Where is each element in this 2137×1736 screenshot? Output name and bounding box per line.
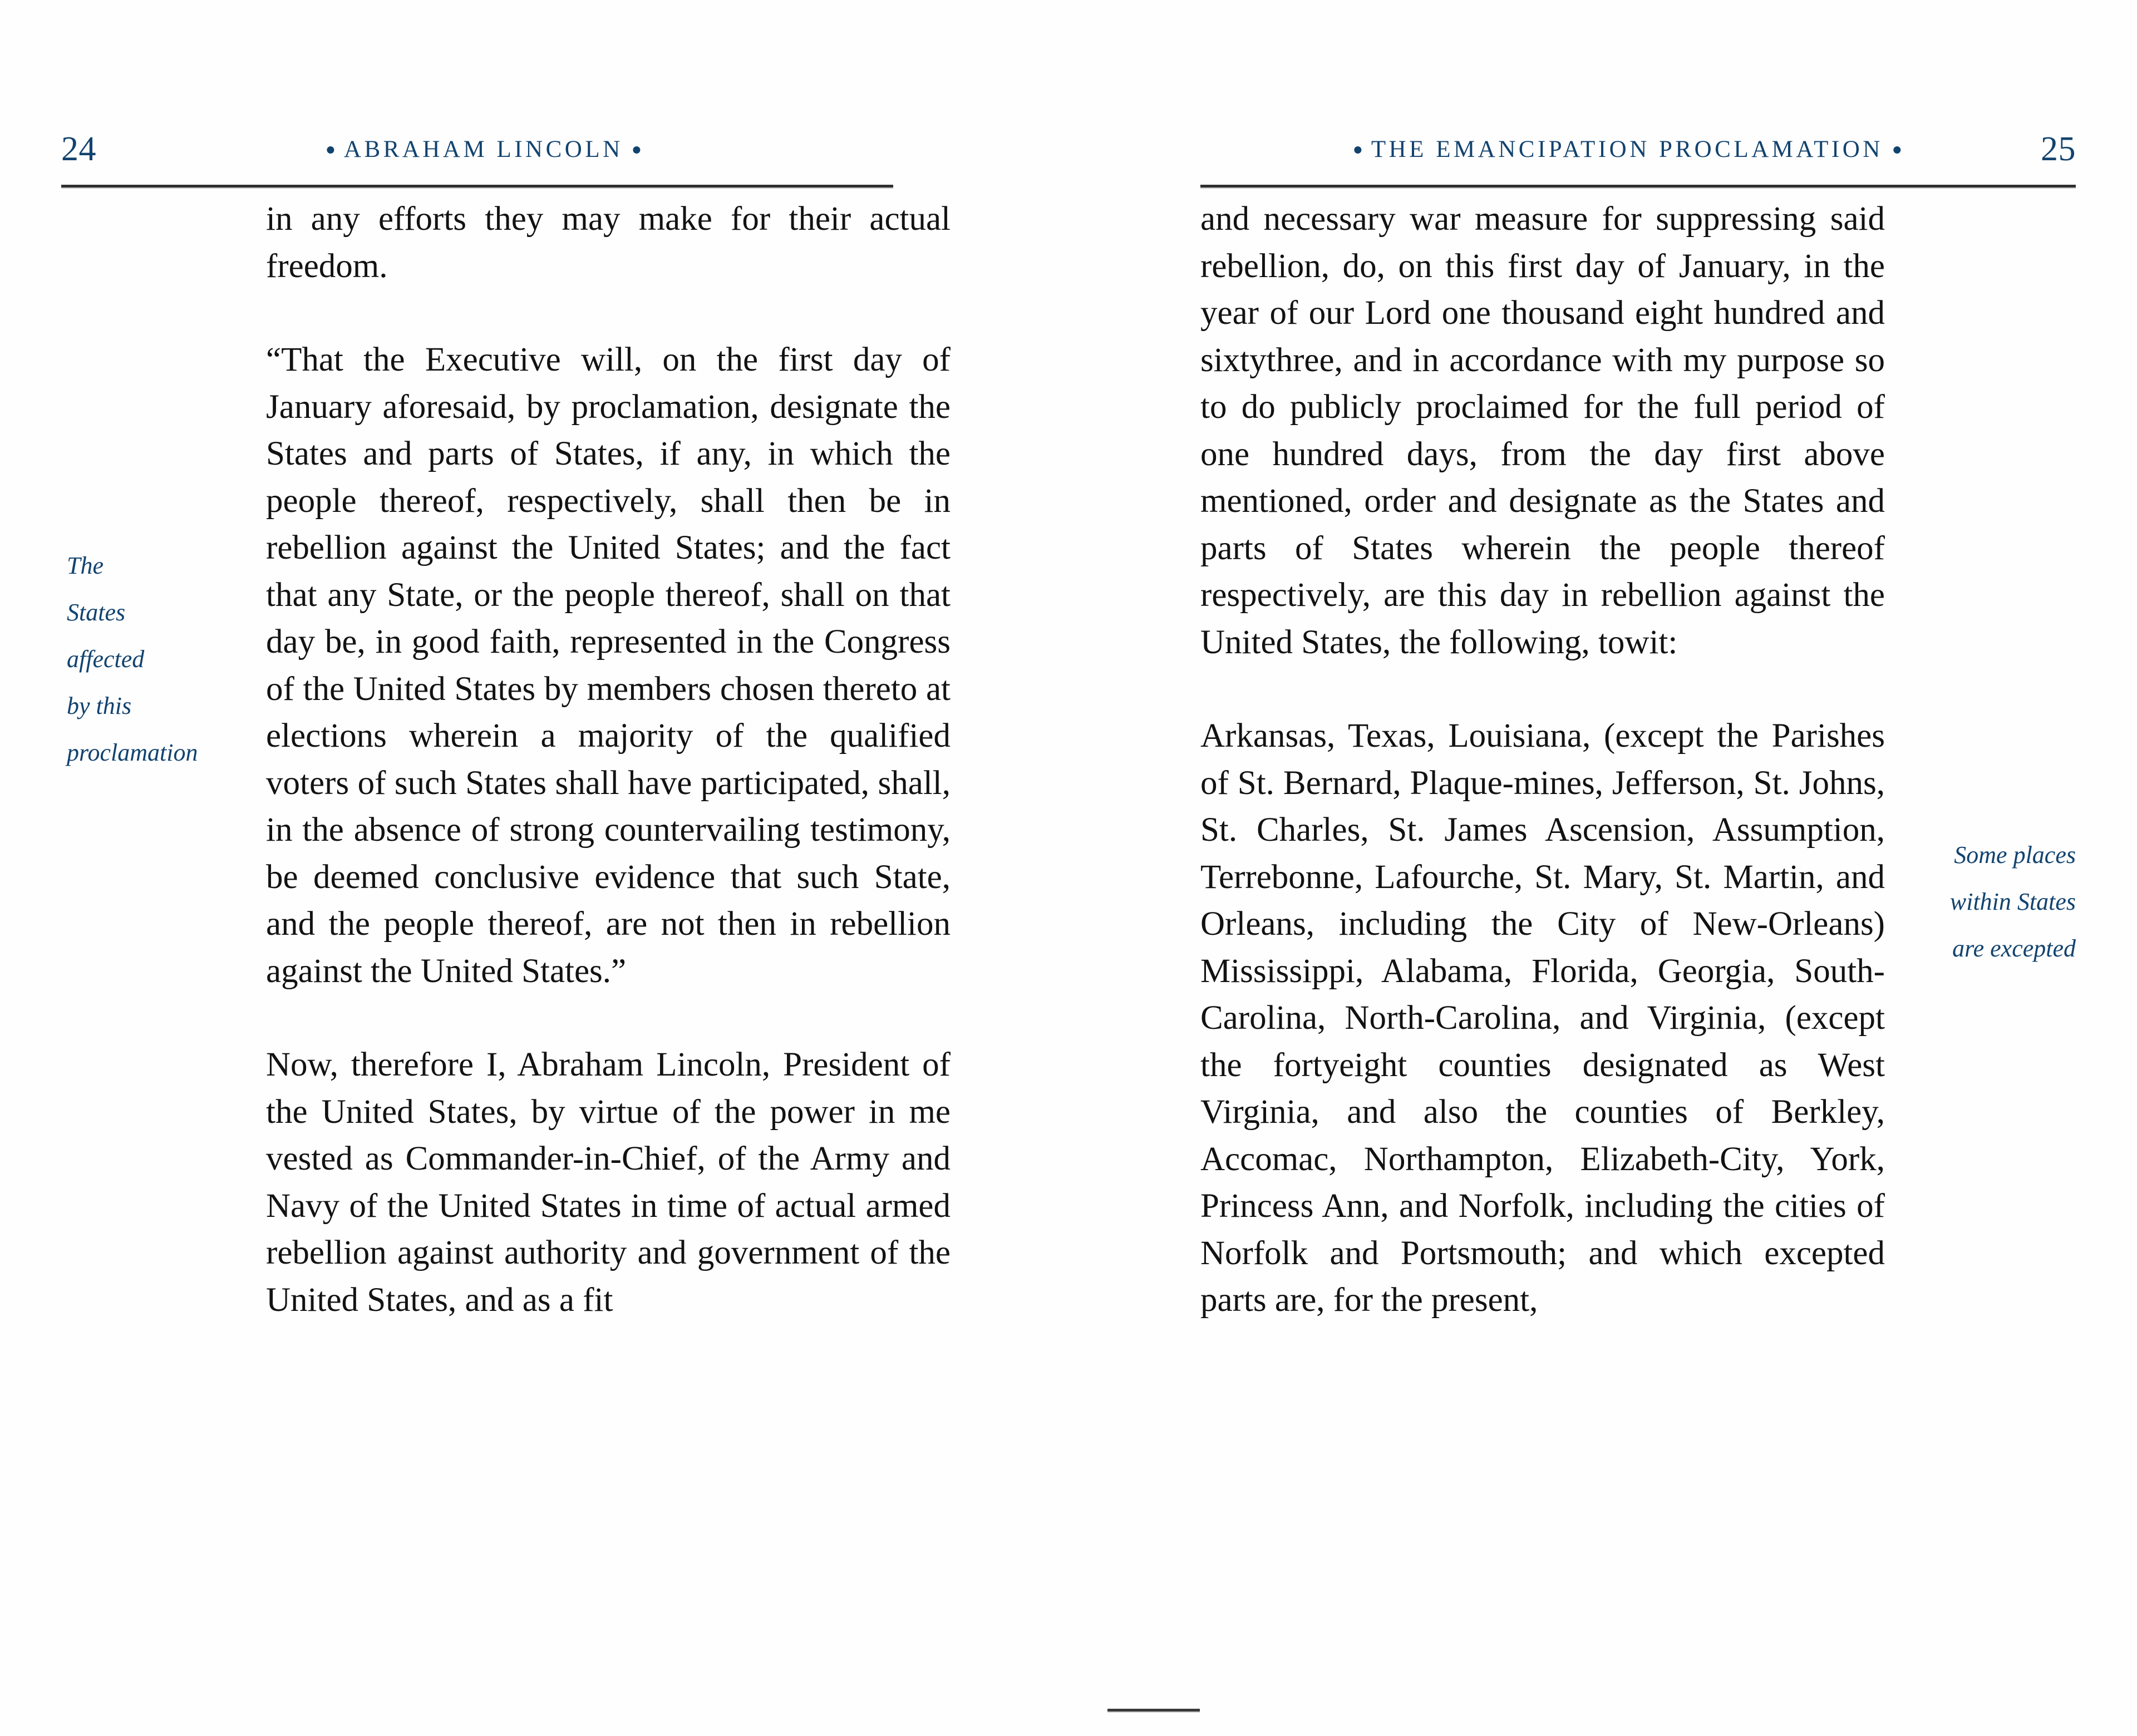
paragraph: Now, therefore I, Abraham Lincoln, President of the United States, by virtue of the power in me vested as Commander-in-Chief, of the Army and Navy of the United States in time of actual armed rebellion against authority and government of the United States, and as a fit bbox=[266, 1046, 951, 1319]
paragraph: in any efforts they may make for their actual freedom. bbox=[266, 200, 951, 285]
bullet-dot-icon bbox=[1893, 146, 1900, 154]
margin-note-line: States bbox=[67, 599, 126, 626]
running-head-text-recto: THE EMANCIPATION PROCLAMATION bbox=[1371, 136, 1883, 162]
header-rule-recto bbox=[1200, 185, 2076, 188]
bullet-dot-icon bbox=[1354, 146, 1361, 154]
running-head-recto bbox=[1200, 129, 2076, 169]
paragraph: and necessary war measure for suppressing said rebellion, do, on this first day of January, in the year of our Lord one thousand eight hundred and sixtythree, and in accordance with my purpose so to do publicly proclaimed for the full period of one hundred days, from the day first above mentioned, order and designate as the States and parts of States wherein the people thereof respectively, are this day in rebellion against the United States, the following, towit: bbox=[1200, 200, 1885, 661]
margin-note-verso bbox=[67, 542, 250, 776]
bullet-dot-icon bbox=[633, 146, 641, 154]
margin-note-line: proclamation bbox=[67, 739, 198, 766]
header-rule-verso bbox=[61, 185, 893, 188]
page-verso bbox=[0, 0, 1068, 1736]
running-head-title-verso bbox=[327, 136, 641, 163]
margin-note-line: affected bbox=[67, 645, 145, 673]
body-text-verso bbox=[266, 196, 951, 1324]
page-recto bbox=[1068, 0, 2137, 1736]
margin-note-line: Some places bbox=[1954, 841, 2076, 869]
margin-note-line: by this bbox=[67, 692, 132, 719]
page-number-verso: 24 bbox=[61, 130, 96, 168]
margin-note-line: are excepted bbox=[1952, 935, 2076, 962]
running-head-text-verso: ABRAHAM LINCOLN bbox=[343, 136, 623, 162]
margin-note-recto bbox=[1887, 832, 2076, 972]
running-head-verso bbox=[61, 129, 893, 169]
paragraph: Arkansas, Texas, Louisiana, (except the Parishes of St. Bernard, Plaque-mines, Jefferson, St. Johns, St. Charles, St. James Ascension, Assumption, Terrebonne, Lafourche, St. Mary, St. Martin, and Orleans, including the City of New-Orleans) Mississippi, Alabama, Florida, Georgia, South-Carolina, North-Carolina, and Virginia, (except the fortyeight counties designated as West Virginia, and also the counties of Berkley, Accomac, Northampton, Elizabeth-City, York, Princess Ann, and Norfolk, including the cities of Norfolk and Portsmouth; and which excepted parts are, for the present, bbox=[1200, 717, 1885, 1319]
footer-rule bbox=[1107, 1709, 1200, 1712]
bullet-dot-icon bbox=[327, 146, 334, 154]
margin-note-line: within States bbox=[1949, 888, 2076, 915]
margin-note-line: The bbox=[67, 552, 104, 579]
running-head-title-recto bbox=[1354, 136, 1900, 163]
body-text-recto bbox=[1200, 196, 1885, 1324]
paragraph: “That the Executive will, on the first day of January aforesaid, by proclamation, designate the States and parts of States, if any, in which the people thereof, respectively, shall then be in rebellion against the United States; and the fact that any State, or the people thereof, shall on that day be, in good faith, represented in the Congress of the United States by members chosen thereto at elections wherein a majority of the qualified voters of such States shall have participated, shall, in the absence of strong countervailing testimony, be deemed conclusive evidence that such State, and the people thereof, are not then in rebellion against the United States.” bbox=[266, 341, 951, 990]
page-number-recto: 25 bbox=[2041, 130, 2076, 168]
